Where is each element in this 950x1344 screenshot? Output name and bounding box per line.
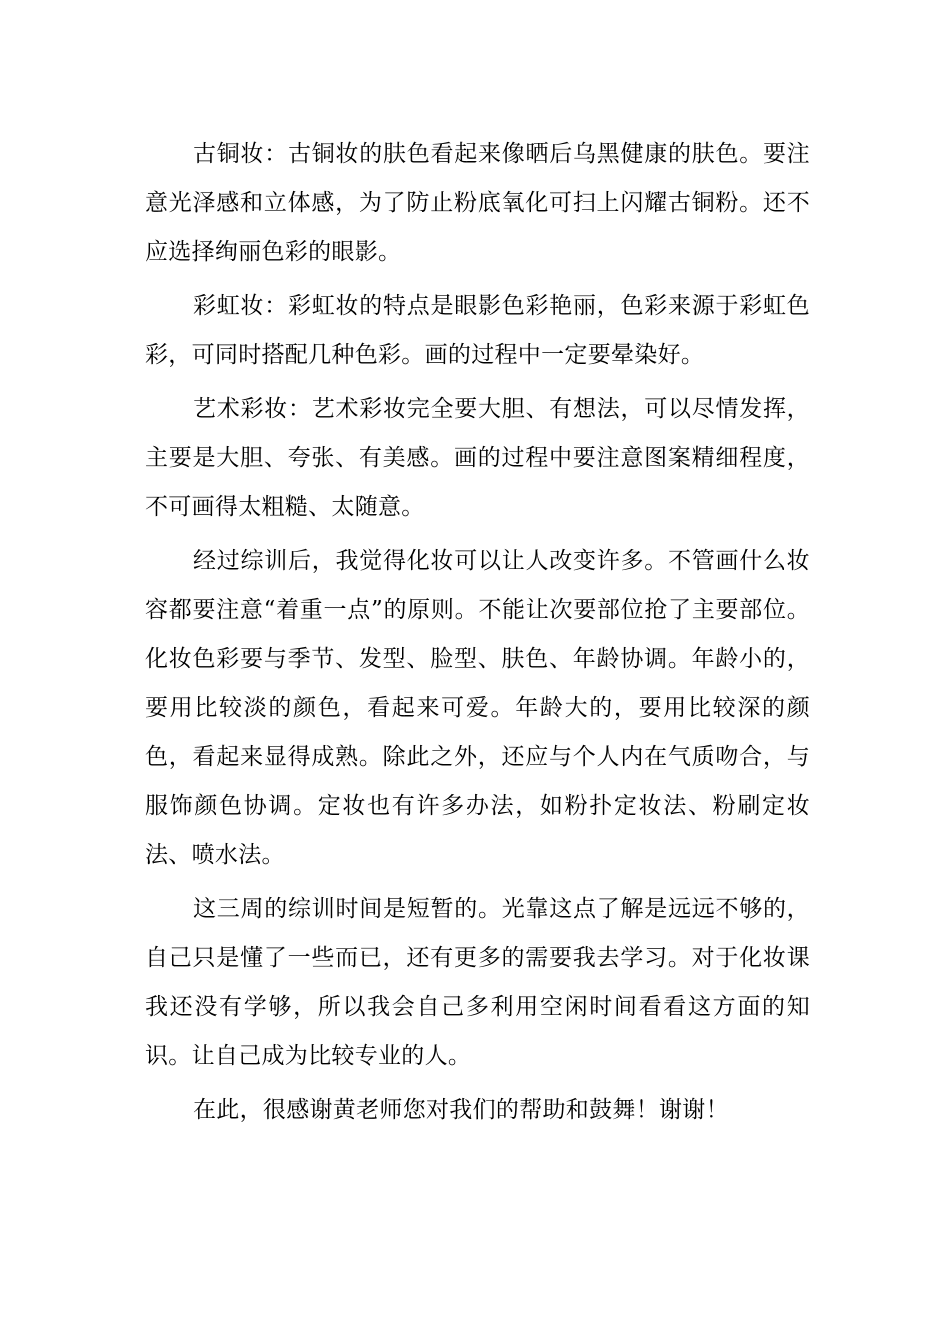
paragraph-bronze-makeup: 古铜妆：古铜妆的肤色看起来像晒后乌黑健康的肤色。要注意光泽感和立体感，为了防止粉底氧化可扫上闪耀古铜粉。还不应选择绚丽色彩的眼影。 [145, 141, 810, 265]
paragraph-further-study: 这三周的综训时间是短暂的。光靠这点了解是远远不够的，自己只是懂了一些而已，还有更多的需要我去学习。对于化妆课我还没有学够，所以我会自己多利用空闲时间看看这方面的知识。让自己成为比较专业的人。 [145, 896, 810, 1069]
paragraph-training-reflection: 经过综训后，我觉得化妆可以让人改变许多。不管画什么妆容都要注意“着重一点”的原则。不能让次要部位抢了主要部位。化妆色彩要与季节、发型、脸型、肤色、年龄协调。年龄小的，要用比较淡的颜色，看起来可爱。年龄大的，要用比较深的颜色，看起来显得成熟。除此之外，还应与个人内在气质吻合，与服饰颜色协调。定妆也有许多办法，如粉扑定妆法、粉刷定妆法、喷水法。 [145, 548, 810, 868]
paragraph-thanks: 在此，很感谢黄老师您对我们的帮助和鼓舞！谢谢！ [193, 1097, 729, 1123]
paragraph-rainbow-makeup: 彩虹妆：彩虹妆的特点是眼影色彩艳丽，色彩来源于彩虹色彩，可同时搭配几种色彩。画的过程中一定要晕染好。 [145, 293, 810, 368]
document-body [145, 130, 810, 1140]
paragraph-art-makeup: 艺术彩妆：艺术彩妆完全要大胆、有想法，可以尽情发挥，主要是大胆、夸张、有美感。画的过程中要注意图案精细程度，不可画得太粗糙、太随意。 [145, 396, 810, 520]
